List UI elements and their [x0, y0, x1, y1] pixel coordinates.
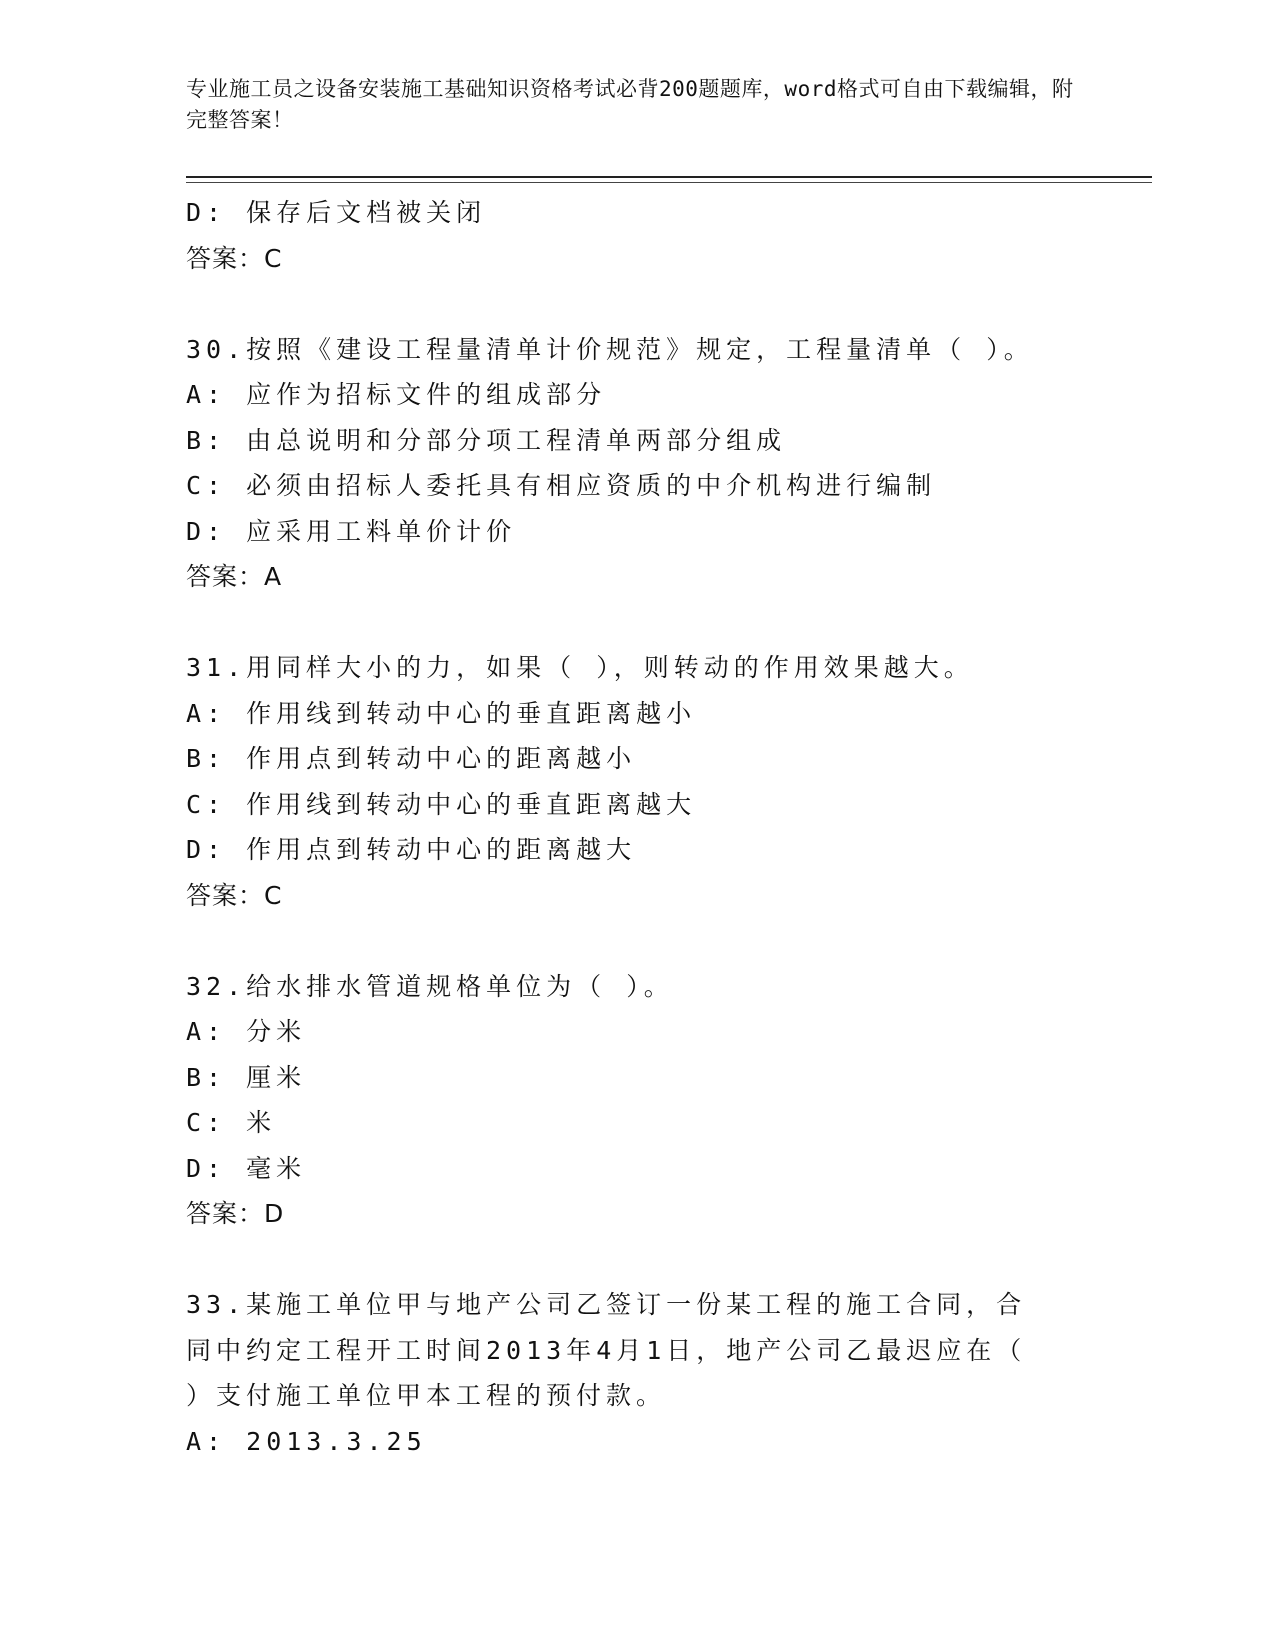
question-29-tail — [186, 190, 1086, 281]
spacer — [186, 600, 1086, 646]
question-32 — [186, 964, 1086, 1237]
spacer — [186, 1237, 1086, 1283]
option-a: A: 应作为招标文件的组成部分 — [186, 380, 607, 409]
spacer — [186, 281, 1086, 327]
spacer — [186, 918, 1086, 964]
document-header-title: 专业施工员之设备安装施工基础知识资格考试必背200题题库，word格式可自由下载编辑，附完整答案！ — [186, 77, 1074, 132]
document-header — [186, 74, 1076, 136]
question-title: 33.某施工单位甲与地产公司乙签订一份某工程的施工合同，合同中约定工程开工时间2013年4月1日，地产公司乙最迟应在（ ）支付施工单位甲本工程的预付款。 — [186, 1290, 1027, 1410]
question-31 — [186, 645, 1086, 918]
answer-line: 答案：D — [186, 1199, 285, 1228]
question-33 — [186, 1282, 1086, 1464]
option-d: D: 应采用工料单价计价 — [186, 516, 517, 546]
answer-line: 答案：C — [186, 243, 283, 273]
header-divider-thick — [186, 176, 1152, 178]
option-a: A: 2013.3.25 — [186, 1426, 427, 1456]
option-d: D: 毫米 — [186, 1153, 307, 1183]
question-title: 31.用同样大小的力，如果（ ），则转动的作用效果越大。 — [186, 653, 974, 682]
option-b: B: 厘米 — [186, 1062, 307, 1092]
question-title: 32.给水排水管道规格单位为（ ）。 — [186, 971, 674, 1001]
question-title: 30.按照《建设工程量清单计价规范》规定，工程量清单（ ）。 — [186, 334, 1034, 364]
option-c: C: 必须由招标人委托具有相应资质的中介机构进行编制 — [186, 471, 937, 500]
option-b: B: 作用点到转动中心的距离越小 — [186, 744, 637, 773]
header-divider-thin — [186, 182, 1152, 183]
option-c: C: 米 — [186, 1108, 277, 1137]
option-b: B: 由总说明和分部分项工程清单两部分组成 — [186, 425, 787, 455]
answer-line: 答案：C — [186, 880, 283, 910]
option-d: D: 作用点到转动中心的距离越大 — [186, 835, 637, 864]
question-30 — [186, 327, 1086, 600]
option-a: A: 作用线到转动中心的垂直距离越小 — [186, 698, 697, 728]
option-d: D: 保存后文档被关闭 — [186, 198, 487, 227]
option-c: C: 作用线到转动中心的垂直距离越大 — [186, 789, 697, 819]
answer-line: 答案：A — [186, 562, 283, 591]
question-content — [186, 190, 1086, 1464]
option-a: A: 分米 — [186, 1017, 307, 1046]
